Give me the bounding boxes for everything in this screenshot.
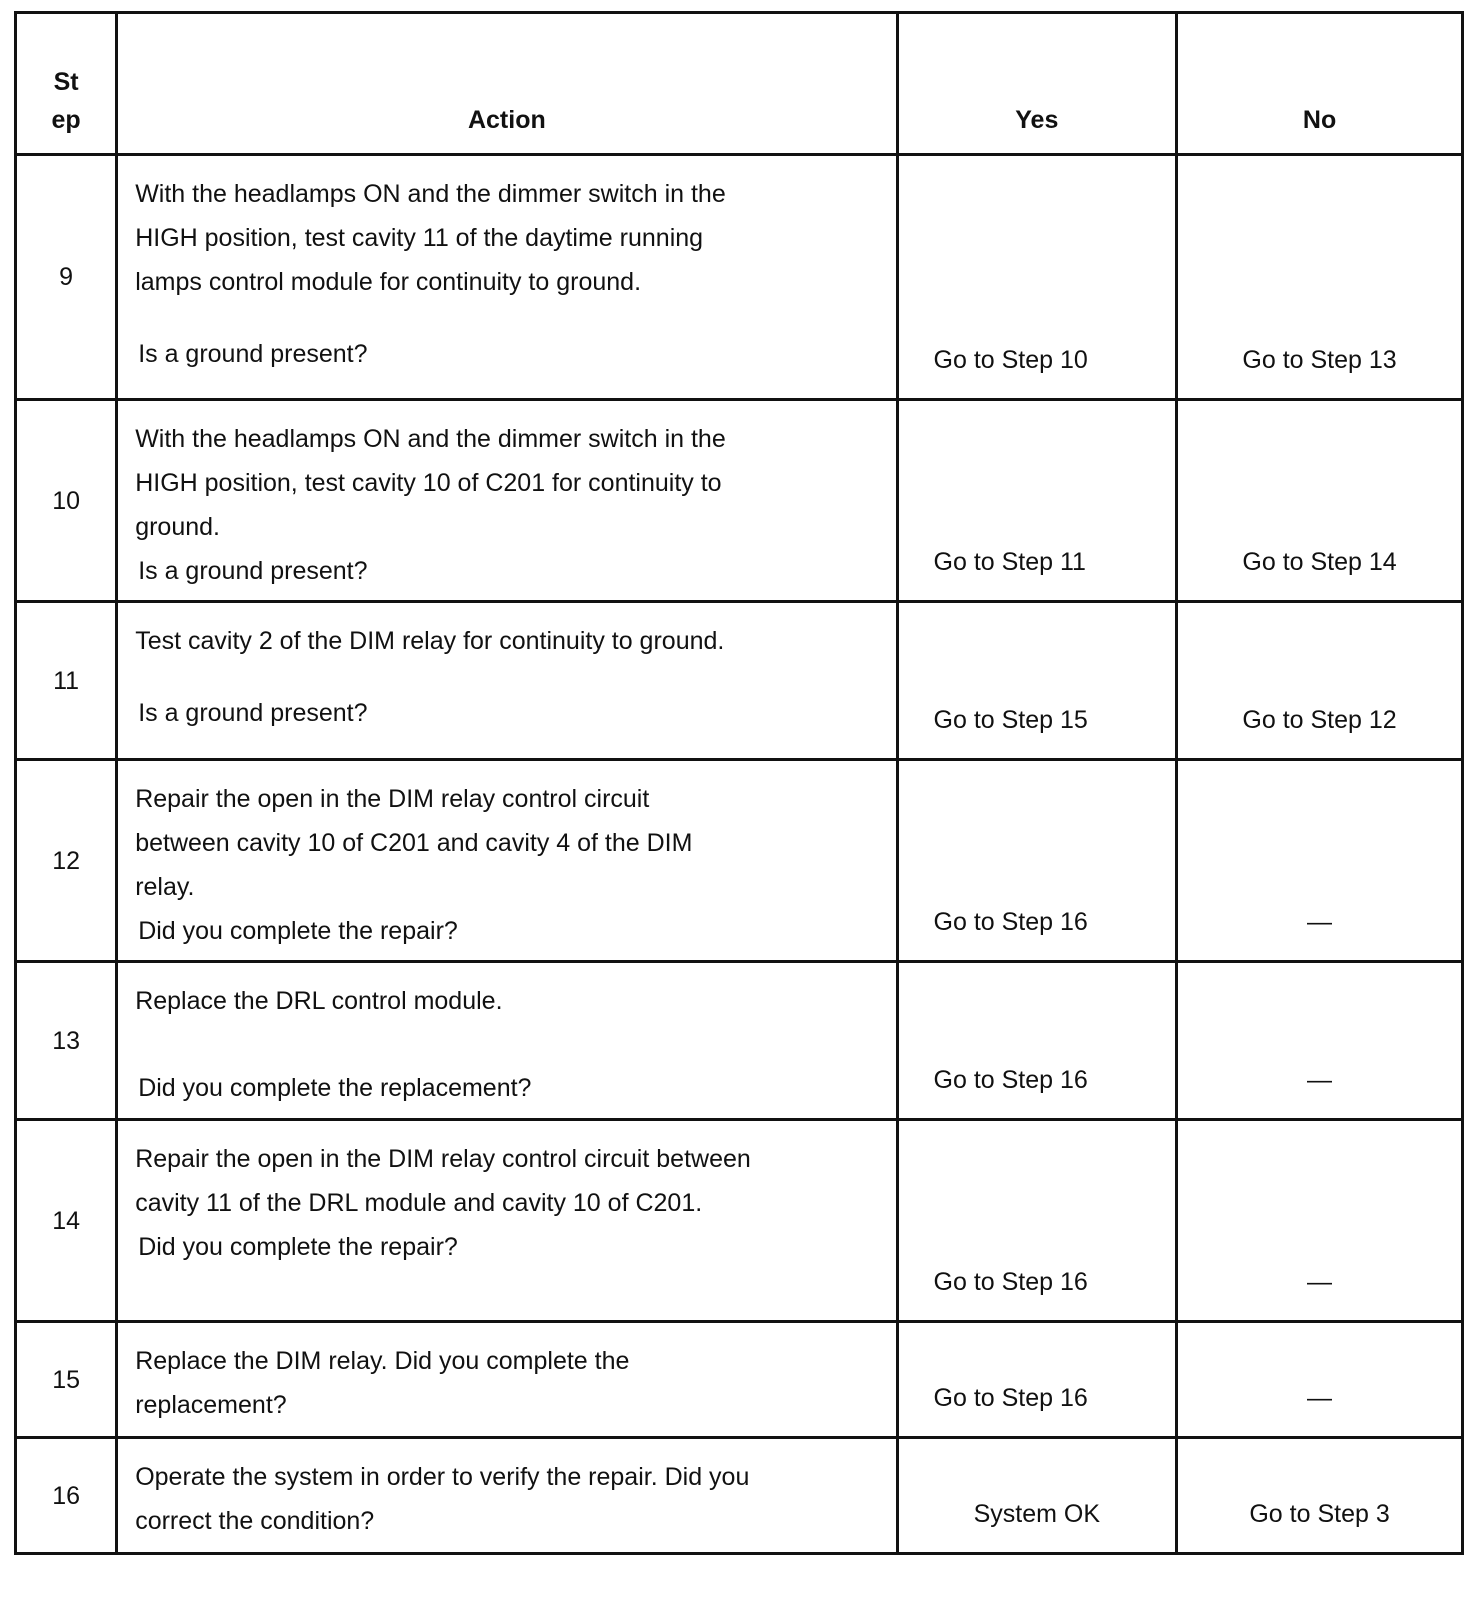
action-cell (117, 400, 897, 602)
step-number: 13 (16, 962, 117, 1120)
header-no: No (1177, 13, 1463, 155)
action-cell (117, 602, 897, 760)
step-number: 15 (16, 1322, 117, 1438)
table-row (16, 155, 1463, 400)
yes-cell: Go to Step 11 (897, 400, 1177, 602)
no-cell: Go to Step 12 (1177, 602, 1463, 760)
action-text: With the headlamps ON and the dimmer switch in the HIGH position, test cavity 10 of C201 for continuity to ground. (135, 425, 726, 541)
action-text: Replace the DRL control module. (135, 987, 503, 1015)
table-row (16, 1120, 1463, 1322)
step-number: 12 (16, 760, 117, 962)
action-question: Did you complete the repair? (138, 1233, 458, 1261)
action-text: Operate the system in order to verify the repair. Did you correct the condition? (135, 1463, 750, 1535)
action-text: Repair the open in the DIM relay control circuit between cavity 11 of the DRL module and cavity 10 of C201. (135, 1145, 751, 1217)
yes-cell: Go to Step 16 (897, 760, 1177, 962)
action-text: Repair the open in the DIM relay control circuit between cavity 10 of C201 and cavity 4 of the DIM relay. (135, 785, 693, 901)
action-cell (117, 1322, 897, 1438)
action-text: Test cavity 2 of the DIM relay for continuity to ground. (135, 627, 725, 655)
no-cell: — (1177, 962, 1463, 1120)
table-row (16, 1322, 1463, 1438)
step-number: 11 (16, 602, 117, 760)
header-yes: Yes (897, 13, 1177, 155)
action-cell (117, 155, 897, 400)
action-cell (117, 1438, 897, 1554)
no-cell: Go to Step 3 (1177, 1438, 1463, 1554)
no-cell: Go to Step 13 (1177, 155, 1463, 400)
header-row (16, 13, 1463, 155)
yes-cell: Go to Step 16 (897, 1322, 1177, 1438)
action-text: With the headlamps ON and the dimmer switch in the HIGH position, test cavity 11 of the daytime running lamps control module for continuity to ground. (135, 180, 726, 296)
action-cell (117, 1120, 897, 1322)
table-row (16, 400, 1463, 602)
action-text: Replace the DIM relay. Did you complete the replacement? (135, 1347, 630, 1419)
action-question: Is a ground present? (138, 557, 368, 585)
table-row (16, 602, 1463, 760)
no-cell: — (1177, 1120, 1463, 1322)
table-row (16, 1438, 1463, 1554)
table-row (16, 760, 1463, 962)
no-cell: Go to Step 14 (1177, 400, 1463, 602)
step-number: 14 (16, 1120, 117, 1322)
yes-cell: Go to Step 15 (897, 602, 1177, 760)
step-number: 9 (16, 155, 117, 400)
header-action: Action (117, 13, 897, 155)
yes-cell: Go to Step 10 (897, 155, 1177, 400)
diagnostic-table (14, 11, 1464, 1555)
yes-cell: System OK (897, 1438, 1177, 1554)
action-cell (117, 760, 897, 962)
yes-cell: Go to Step 16 (897, 1120, 1177, 1322)
action-cell (117, 962, 897, 1120)
action-question: Did you complete the replacement? (138, 1074, 532, 1102)
header-step: St ep (16, 13, 117, 155)
action-question: Did you complete the repair? (138, 917, 458, 945)
action-question: Is a ground present? (138, 340, 368, 368)
yes-cell: Go to Step 16 (897, 962, 1177, 1120)
step-number: 10 (16, 400, 117, 602)
no-cell: — (1177, 760, 1463, 962)
action-question: Is a ground present? (138, 699, 368, 727)
step-number: 16 (16, 1438, 117, 1554)
table-row (16, 962, 1463, 1120)
no-cell: — (1177, 1322, 1463, 1438)
